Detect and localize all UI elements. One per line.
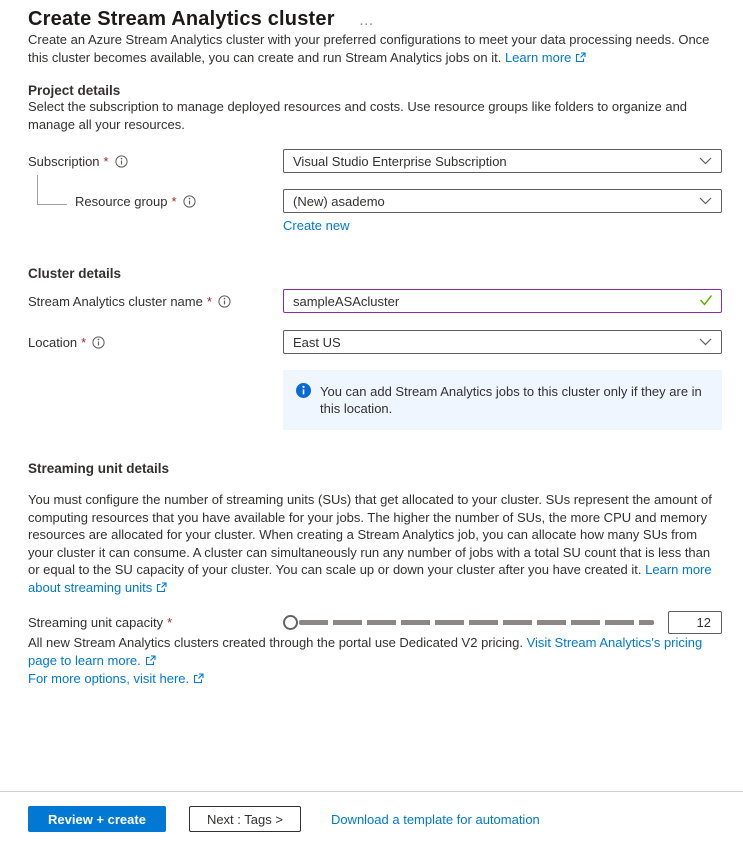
- required-marker: *: [206, 293, 212, 309]
- footer-action-bar: [0, 791, 743, 854]
- resource-group-dropdown[interactable]: (New) asademo: [283, 189, 722, 213]
- info-tooltip-icon[interactable]: [183, 195, 196, 208]
- required-marker: *: [103, 153, 109, 169]
- learn-more-link[interactable]: Learn more: [505, 50, 586, 65]
- capacity-value-input[interactable]: [668, 611, 722, 634]
- page-title: Create Stream Analytics cluster: [28, 8, 335, 30]
- streaming-unit-capacity-row: [28, 611, 722, 634]
- learn-more-streaming-units-link[interactable]: Learn more about streaming units: [28, 562, 712, 595]
- review-create-button[interactable]: Review + create: [28, 806, 166, 832]
- create-new-link[interactable]: Create new: [283, 218, 350, 233]
- info-filled-icon: [296, 383, 311, 401]
- subscription-row: [28, 149, 722, 173]
- cluster-details-heading: Cluster details: [28, 266, 122, 281]
- chevron-down-icon: [699, 197, 712, 205]
- more-options-row: [28, 670, 722, 689]
- cluster-name-input[interactable]: [283, 289, 722, 313]
- slider-handle[interactable]: [283, 615, 298, 630]
- info-tooltip-icon[interactable]: [218, 295, 231, 308]
- next-tags-button[interactable]: Next : Tags >: [189, 806, 301, 832]
- location-dropdown[interactable]: East US: [283, 330, 722, 354]
- streaming-unit-details-heading: Streaming unit details: [28, 461, 170, 476]
- more-options-link[interactable]: For more options, visit here.: [28, 671, 204, 686]
- location-row: [28, 330, 722, 354]
- info-tooltip-icon[interactable]: [92, 336, 105, 349]
- external-link-icon: [575, 50, 586, 68]
- project-details-description: Select the subscription to manage deployed resources and costs. Use resource groups like folders to organize and manage all your resources.: [28, 99, 688, 132]
- download-template-link[interactable]: Download a template for automation: [330, 811, 540, 827]
- streaming-unit-capacity-label: Streaming unit capacity *: [28, 615, 173, 630]
- info-tooltip-icon[interactable]: [115, 155, 128, 168]
- capacity-slider[interactable]: [283, 615, 654, 630]
- subscription-dropdown[interactable]: Visual Studio Enterprise Subscription: [283, 149, 722, 173]
- location-info-box: [283, 370, 722, 430]
- chevron-down-icon: [699, 157, 712, 165]
- cluster-name-label: Stream Analytics cluster name *: [28, 294, 283, 309]
- header: [28, 8, 722, 31]
- more-options-icon[interactable]: …: [358, 12, 375, 29]
- external-link-icon: [156, 580, 167, 598]
- pricing-page-link[interactable]: Visit Stream Analytics's pricing page to learn more.: [28, 635, 702, 668]
- slider-track[interactable]: [299, 620, 654, 625]
- streaming-unit-description: You must configure the number of streaming units (SUs) that get allocated to your cluster. SUs represent the amount of computing resources that you have available for your jobs. The higher the number of SUs, the more CPU and memory resources are allocated for your cluster. When creating a Stream Analytics job, you can allocate how many SUs from your cluster it can consume. A cluster can simultaneously run any number of jobs with a total SU count that is less than or equal to the SU capacity of your cluster. You can scale up or down your cluster after you have created it. Learn more about streaming units: [28, 491, 722, 597]
- location-label: Location *: [28, 335, 283, 350]
- external-link-icon: [145, 653, 156, 671]
- resource-group-row: [28, 189, 722, 213]
- info-message: You can add Stream Analytics jobs to this cluster only if they are in this location.: [320, 384, 702, 416]
- resource-group-label: Resource group *: [28, 194, 283, 209]
- pricing-text: All new Stream Analytics clusters created through the portal use Dedicated V2 pricing. Visit Stream Analytics's pricing page to learn more.: [28, 634, 722, 670]
- subscription-label: Subscription *: [28, 154, 283, 169]
- chevron-down-icon: [699, 338, 712, 346]
- required-marker: *: [171, 193, 177, 209]
- valid-check-icon: [699, 294, 713, 309]
- intro-text: Create an Azure Stream Analytics cluster with your preferred configurations to meet your data processing needs. Once this cluster becomes available, you can create and run Stream Analytics jobs on it. Learn more: [28, 31, 722, 67]
- required-marker: *: [167, 615, 173, 630]
- external-link-icon: [193, 671, 204, 689]
- resource-group-connector-line: [37, 175, 67, 205]
- cluster-name-row: [28, 289, 722, 313]
- required-marker: *: [81, 334, 87, 350]
- project-details-heading: Project details: [28, 83, 121, 98]
- project-details-fields: [28, 149, 722, 233]
